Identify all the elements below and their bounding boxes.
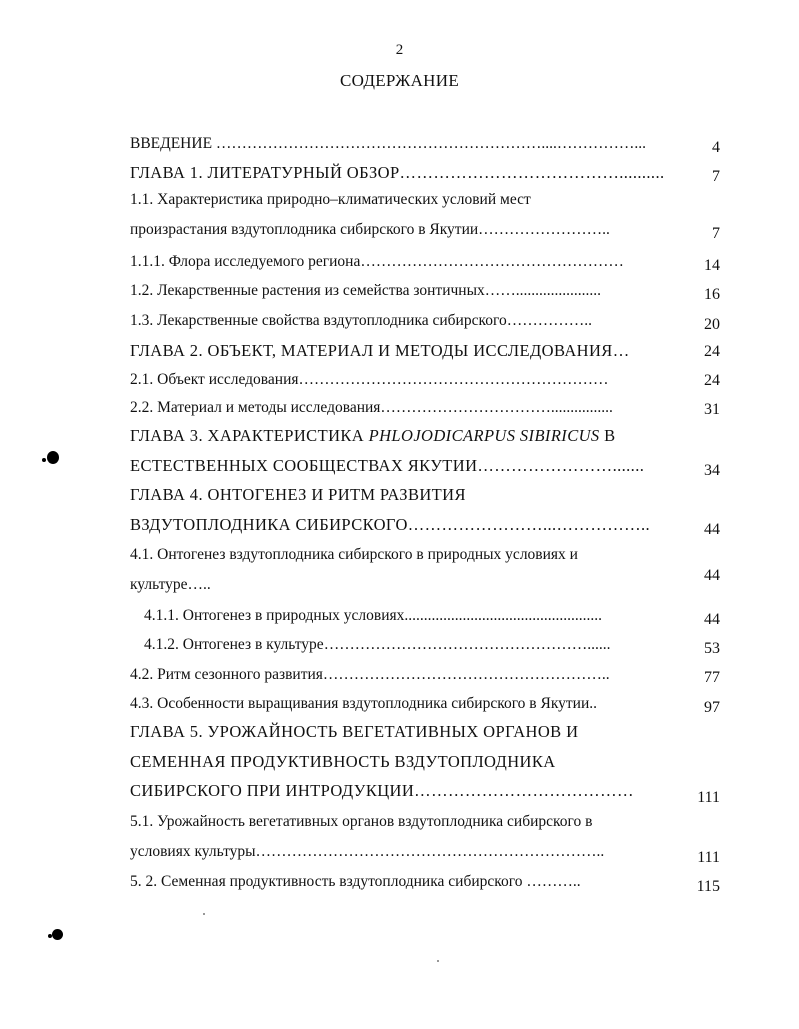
toc-entry-text: 5. 2. Семенная продуктивность вздутоплодника сибирского ……….. — [130, 873, 581, 890]
toc-entry-5-2[interactable] — [0, 870, 799, 894]
toc-entry-chapter-5[interactable] — [0, 720, 799, 744]
toc-entry-4-2[interactable] — [0, 663, 799, 687]
toc-entry-1-2[interactable] — [0, 279, 799, 303]
toc-entry-page: 77 — [704, 669, 720, 686]
toc-entry-1-1-1[interactable] — [0, 250, 799, 274]
toc-entry-4-1-1[interactable] — [0, 604, 799, 628]
toc-entry-page: 4 — [712, 139, 720, 156]
toc-entry-chapter-3-cont[interactable] — [0, 454, 799, 478]
page-number: 2 — [395, 42, 404, 58]
toc-entry-text: 4.1.1. Онтогенез в природных условиях................................................... — [144, 607, 602, 624]
toc-entry-text: СИБИРСКОГО ПРИ ИНТРОДУКЦИИ………………………………… — [130, 781, 634, 800]
toc-entry-page: 14 — [704, 257, 720, 274]
toc-entry-text: ВЗДУТОПЛОДНИКА СИБИРСКОГО……………………...…………….. — [130, 515, 651, 534]
toc-entry-text: СЕМЕННАЯ ПРОДУКТИВНОСТЬ ВЗДУТОПЛОДНИКА — [130, 752, 556, 771]
toc-entry-1-1-cont[interactable] — [0, 218, 799, 242]
toc-entry-text: 1.1. Характеристика природно–климатических условий мест — [130, 191, 531, 208]
toc-entry-introduction[interactable] — [0, 132, 799, 156]
toc-entry-chapter-2[interactable] — [0, 339, 799, 363]
toc-entry-4-1[interactable] — [0, 543, 799, 567]
toc-entry-chapter-4[interactable] — [0, 483, 799, 507]
toc-entry-2-1[interactable] — [0, 368, 799, 392]
toc-entry-1-3[interactable] — [0, 309, 799, 333]
toc-entry-page: 44 — [704, 567, 720, 584]
toc-entry-text: ГЛАВА 3. ХАРАКТЕРИСТИКА PHLOJODICARPUS SIBIRICUS В — [130, 426, 616, 445]
toc-entry-page: 111 — [697, 789, 720, 806]
toc-entry-text: 2.2. Материал и методы исследования……………………………................ — [130, 399, 613, 416]
toc-entry-text: 1.3. Лекарственные свойства вздутоплодника сибирского…………….. — [130, 312, 592, 329]
toc-entry-page: 34 — [704, 462, 720, 479]
toc-entry-text: 4.1.2. Онтогенез в культуре……………………………………………...... — [144, 636, 611, 653]
toc-entry-5-1[interactable] — [0, 810, 799, 834]
toc-entry-text: ГЛАВА 1. ЛИТЕРАТУРНЫЙ ОБЗОР………………………………….......... — [130, 163, 665, 182]
toc-entry-text: ГЛАВА 2. ОБЪЕКТ, МАТЕРИАЛ И МЕТОДЫ ИССЛЕДОВАНИЯ… — [130, 341, 630, 360]
toc-entry-5-1-cont[interactable] — [0, 840, 799, 864]
ink-blot — [48, 934, 52, 938]
toc-title: СОДЕРЖАНИЕ — [339, 71, 460, 90]
toc-entry-page: 44 — [704, 521, 720, 538]
toc-entry-text: 1.1.1. Флора исследуемого региона…………………………………………… — [130, 253, 624, 270]
toc-entry-text: ЕСТЕСТВЕННЫХ СООБЩЕСТВАХ ЯКУТИИ……………………....... — [130, 456, 645, 475]
toc-entry-page: 7 — [712, 168, 720, 185]
toc-entry-4-1-cont[interactable] — [0, 567, 799, 597]
toc-entry-text: 2.1. Объект исследования…………………………………………………… — [130, 371, 609, 388]
toc-entry-2-2[interactable] — [0, 396, 799, 420]
scan-speck — [203, 913, 205, 915]
toc-entry-4-3[interactable] — [0, 692, 799, 716]
toc-entry-chapter-3[interactable] — [0, 424, 799, 448]
toc-entry-text: 1.2. Лекарственные растения из семейства зонтичных……...................... — [130, 282, 602, 299]
scan-speck — [437, 960, 439, 962]
toc-entry-text: 5.1. Урожайность вегетативных органов вздутоплодника сибирского в — [130, 813, 593, 830]
toc-entry-page: 24 — [704, 343, 720, 360]
toc-entry-page: 97 — [704, 699, 720, 716]
toc-entry-text: ГЛАВА 5. УРОЖАЙНОСТЬ ВЕГЕТАТИВНЫХ ОРГАНОВ И — [130, 722, 579, 741]
toc-entry-1-1[interactable] — [0, 188, 799, 212]
toc-entry-page: 7 — [712, 225, 720, 242]
toc-entry-page: 16 — [704, 286, 720, 303]
toc-entry-chapter-5-cont-2[interactable] — [0, 779, 799, 806]
toc-entry-text: 4.1. Онтогенез вздутоплодника сибирского в природных условиях и — [130, 546, 578, 563]
toc-entry-text: 4.3. Особенности выращивания вздутоплодника сибирского в Якутии.. — [130, 695, 597, 712]
ink-blot — [47, 451, 59, 464]
toc-entry-text: ГЛАВА 4. ОНТОГЕНЕЗ И РИТМ РАЗВИТИЯ — [130, 485, 466, 504]
toc-entry-text: условиях культуры………………………………………………………….. — [130, 843, 605, 860]
toc-entry-page: 53 — [704, 640, 720, 657]
toc-entry-page: 115 — [696, 878, 720, 895]
toc-entry-4-1-2[interactable] — [0, 633, 799, 657]
toc-entry-page: 20 — [704, 316, 720, 333]
toc-entry-page: 31 — [704, 401, 720, 418]
toc-entry-chapter-1[interactable] — [0, 161, 799, 185]
toc-entry-text: произрастания вздутоплодника сибирского в Якутии…………………….. — [130, 221, 610, 238]
toc-entry-text: ВВЕДЕНИЕ ………………………………………………………....……………... — [130, 135, 647, 152]
toc-entry-chapter-4-cont[interactable] — [0, 513, 799, 537]
ink-blot — [42, 458, 46, 462]
toc-entry-page: 111 — [697, 849, 720, 866]
toc-entry-page: 24 — [704, 372, 720, 389]
ink-blot — [52, 929, 63, 940]
toc-entry-chapter-5-cont-1[interactable] — [0, 750, 799, 774]
toc-entry-page: 44 — [704, 611, 720, 628]
toc-entry-text: культуре….. — [130, 576, 211, 593]
toc-entry-text: 4.2. Ритм сезонного развития……………………………………………….. — [130, 666, 610, 683]
